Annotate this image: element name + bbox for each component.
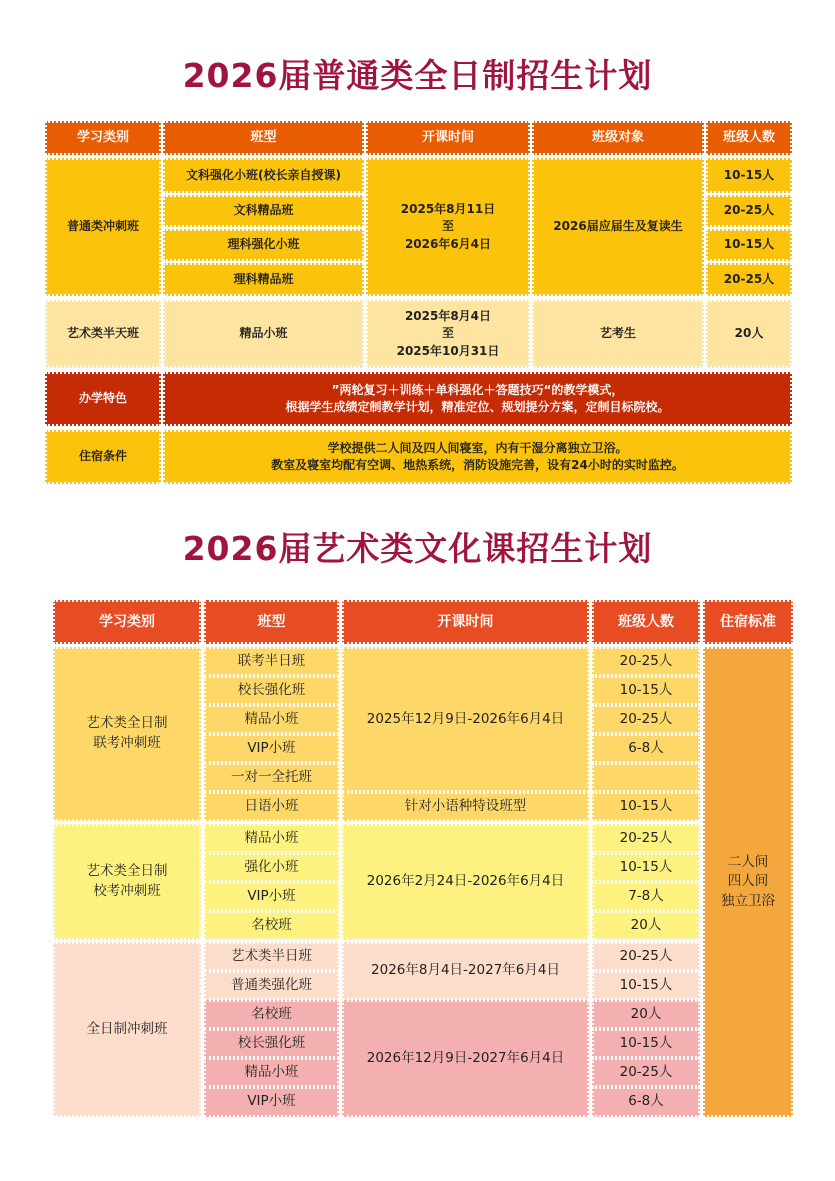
s1-features-line: ”两轮复习＋训练＋单科强化＋答题技巧“的教学模式， (331, 382, 624, 397)
s1-art-time-line: 至 (441, 326, 454, 341)
s2-group1-size: 10-15人 (592, 676, 700, 705)
s1-sprint-category: 普通类冲刺班 (45, 158, 161, 296)
s1-sprint-time (366, 158, 530, 296)
s1-art-size: 20人 (706, 300, 792, 368)
s2-group2-size: 20-25人 (592, 824, 700, 853)
s1-sprint-size: 10-15人 (706, 229, 792, 261)
s2-group2-time: 2026年2月24日-2026年6月4日 (342, 824, 589, 940)
s1-sprint-class: 文科精品班 (163, 195, 364, 227)
s2-group2-size: 20人 (592, 911, 700, 940)
s2-group3-size: 20-25人 (592, 1058, 700, 1087)
s1-features-text (163, 372, 792, 426)
s2-header-category: 学习类别 (53, 600, 201, 644)
s2-group1-size (592, 763, 700, 792)
s2-group3-class: 普通类强化班 (204, 971, 339, 1000)
s2-group1-size: 10-15人 (592, 792, 700, 821)
s2-group1-size: 20-25人 (592, 705, 700, 734)
s2-header-lodging: 住宿标准 (703, 600, 793, 644)
s2-header-time: 开课时间 (342, 600, 589, 644)
s1-lodging-text (163, 430, 792, 484)
s1-sprint-class: 理科精品班 (163, 263, 364, 296)
s2-group1-size: 6-8人 (592, 734, 700, 763)
s2-lodging-standard (703, 647, 793, 1117)
s1-art-target: 艺考生 (532, 300, 704, 368)
s1-sprint-time-line: 至 (441, 219, 454, 234)
s2-header-size: 班级人数 (592, 600, 700, 644)
section1-title: 2026届普通类全日制招生计划 (182, 56, 653, 95)
s2-group3-size: 10-15人 (592, 1029, 700, 1058)
s2-group3-time-b: 2026年12月9日-2027年6月4日 (342, 1000, 589, 1117)
s2-lodging-line: 四人间 (727, 873, 769, 890)
s2-group2-size: 10-15人 (592, 853, 700, 882)
s2-group2-class: VIP小班 (204, 882, 339, 911)
s2-group1-size: 20-25人 (592, 647, 700, 676)
s1-art-time-line: 2025年8月4日 (404, 308, 492, 323)
s1-sprint-size: 20-25人 (706, 195, 792, 227)
s2-group1-time-note: 针对小语种特设班型 (342, 792, 589, 821)
s2-group3-size: 10-15人 (592, 971, 700, 1000)
s1-sprint-class: 文科强化小班(校长亲自授课) (163, 158, 364, 193)
s2-group1-class: 日语小班 (204, 792, 339, 821)
s2-group1-class: 精品小班 (204, 705, 339, 734)
s2-group3-class: VIP小班 (204, 1087, 339, 1117)
s1-header-size: 班级人数 (706, 121, 792, 155)
s1-features-label: 办学特色 (45, 372, 161, 426)
s1-lodging-label: 住宿条件 (45, 430, 161, 484)
s2-group1-category-line: 联考冲刺班 (93, 735, 161, 751)
s2-group2-category (53, 824, 201, 940)
s2-group3-time-a: 2026年8月4日-2027年6月4日 (342, 942, 589, 1000)
s2-group2-class: 强化小班 (204, 853, 339, 882)
s1-sprint-target: 2026届应届生及复读生 (532, 158, 704, 296)
s1-sprint-size: 20-25人 (706, 263, 792, 296)
s1-sprint-time-line: 2026年6月4日 (404, 236, 492, 251)
s1-sprint-time-line: 2025年8月11日 (400, 201, 496, 216)
s2-group1-time: 2025年12月9日-2026年6月4日 (342, 647, 589, 792)
s2-group1-class: VIP小班 (204, 734, 339, 763)
s2-group3-category: 全日制冲刺班 (53, 942, 201, 1117)
s1-header-target: 班级对象 (532, 121, 704, 155)
s2-group2-class: 精品小班 (204, 824, 339, 853)
s2-group1-category (53, 647, 201, 821)
s2-group3-size: 20-25人 (592, 942, 700, 971)
s2-group2-category-line: 艺术类全日制 (86, 863, 168, 880)
s1-lodging-line: 教室及寝室均配有空调、地热系统，消防设施完善，设有24小时的实时监控。 (271, 458, 684, 472)
s2-group3-class: 名校班 (204, 1000, 339, 1029)
s1-header-time: 开课时间 (366, 121, 530, 155)
s2-lodging-line: 二人间 (727, 853, 769, 870)
section2-title: 2026届艺术类文化课招生计划 (182, 529, 653, 568)
s2-group3-class: 校长强化班 (204, 1029, 339, 1058)
s2-group1-category-line: 艺术类全日制 (86, 715, 168, 732)
s2-group3-size: 6-8人 (592, 1087, 700, 1117)
s2-group3-class: 艺术类半日班 (204, 942, 339, 971)
s2-group1-class: 联考半日班 (204, 647, 339, 676)
s2-lodging-line: 独立卫浴 (721, 892, 775, 909)
s1-features-line: 根据学生成绩定制教学计划，精准定位、规划提分方案，定制目标院校。 (285, 400, 670, 414)
s1-sprint-size: 10-15人 (706, 158, 792, 193)
s2-group2-size: 7-8人 (592, 882, 700, 911)
s1-lodging-line: 学校提供二人间及四人间寝室，内有干湿分离独立卫浴。 (327, 440, 628, 455)
s2-group3-size: 20人 (592, 1000, 700, 1029)
s1-art-time-line: 2025年10月31日 (396, 343, 500, 358)
s1-sprint-class: 理科强化小班 (163, 229, 364, 261)
s1-header-class: 班型 (163, 121, 364, 155)
s2-group3-class: 精品小班 (204, 1058, 339, 1087)
s1-art-time (366, 300, 530, 368)
s2-group1-class: 一对一全托班 (204, 763, 339, 792)
s1-art-category: 艺术类半天班 (45, 300, 161, 368)
s2-group1-class: 校长强化班 (204, 676, 339, 705)
s2-group2-class: 名校班 (204, 911, 339, 940)
s1-art-class: 精品小班 (163, 300, 364, 368)
s2-group2-category-line: 校考冲刺班 (93, 883, 161, 899)
s1-header-category: 学习类别 (45, 121, 161, 155)
s2-header-class: 班型 (204, 600, 339, 644)
